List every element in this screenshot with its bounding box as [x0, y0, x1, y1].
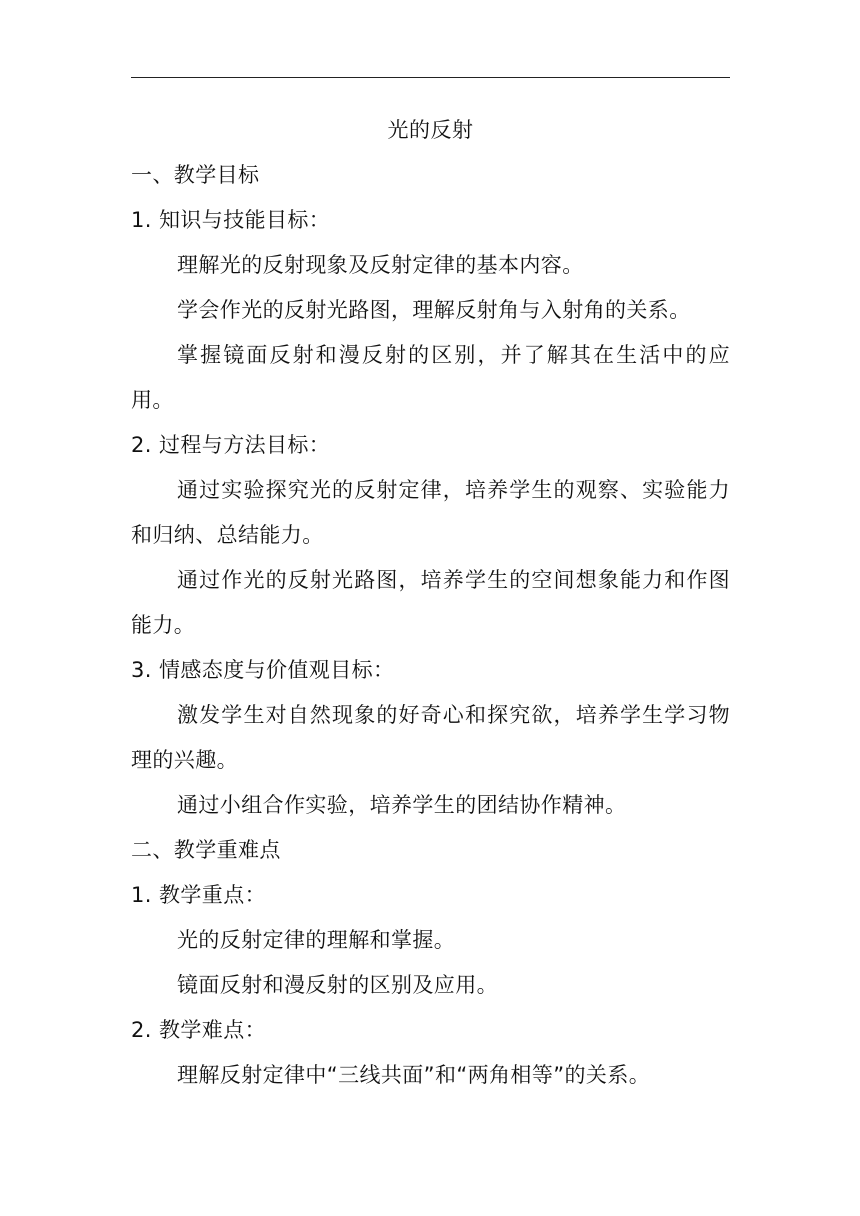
- list-item-difficulties: [131, 1008, 730, 1053]
- paragraph: 通过小组合作实验，培养学生的团结协作精神。: [177, 793, 627, 817]
- paragraph: 理解光的反射现象及反射定律的基本内容。: [177, 253, 584, 277]
- list-item-process-method: [131, 423, 730, 468]
- paragraph: 理解反射定律中“三线共面”和“两角相等”的关系。: [177, 1063, 651, 1087]
- paragraph: 通过实验探究光的反射定律，培养学生的观察、实验能力和归纳、总结能力。: [131, 478, 730, 547]
- list-number: 2.: [131, 1018, 152, 1042]
- paragraph: 学会作光的反射光路图，理解反射角与入射角的关系。: [177, 298, 691, 322]
- paragraph: 通过作光的反射光路图，培养学生的空间想象能力和作图能力。: [131, 568, 730, 637]
- list-item-label: 教学难点：: [159, 1018, 266, 1042]
- document-body: [131, 108, 730, 1098]
- paragraph: 激发学生对自然现象的好奇心和探究欲，培养学生学习物理的兴趣。: [131, 703, 730, 772]
- list-item-label: 知识与技能目标：: [159, 208, 331, 232]
- section-heading-key-points: 二、教学重难点: [131, 838, 281, 862]
- list-item-attitude-values: [131, 648, 730, 693]
- list-number: 2.: [131, 433, 152, 457]
- document-title: 光的反射: [387, 118, 474, 142]
- list-item-label: 过程与方法目标：: [159, 433, 331, 457]
- list-number: 3.: [131, 658, 152, 682]
- section-heading-objectives: 一、教学目标: [131, 163, 260, 187]
- list-number: 1.: [131, 883, 152, 907]
- list-item-knowledge-skills: [131, 198, 730, 243]
- paragraph: 镜面反射和漫反射的区别及应用。: [177, 973, 498, 997]
- list-item-label: 情感态度与价值观目标：: [159, 658, 395, 682]
- paragraph: 掌握镜面反射和漫反射的区别，并了解其在生活中的应用。: [131, 343, 730, 412]
- list-item-key-points: [131, 873, 730, 918]
- paragraph: 光的反射定律的理解和掌握。: [177, 928, 456, 952]
- list-number: 1.: [131, 208, 152, 232]
- list-item-label: 教学重点：: [159, 883, 266, 907]
- header-rule: [131, 77, 730, 78]
